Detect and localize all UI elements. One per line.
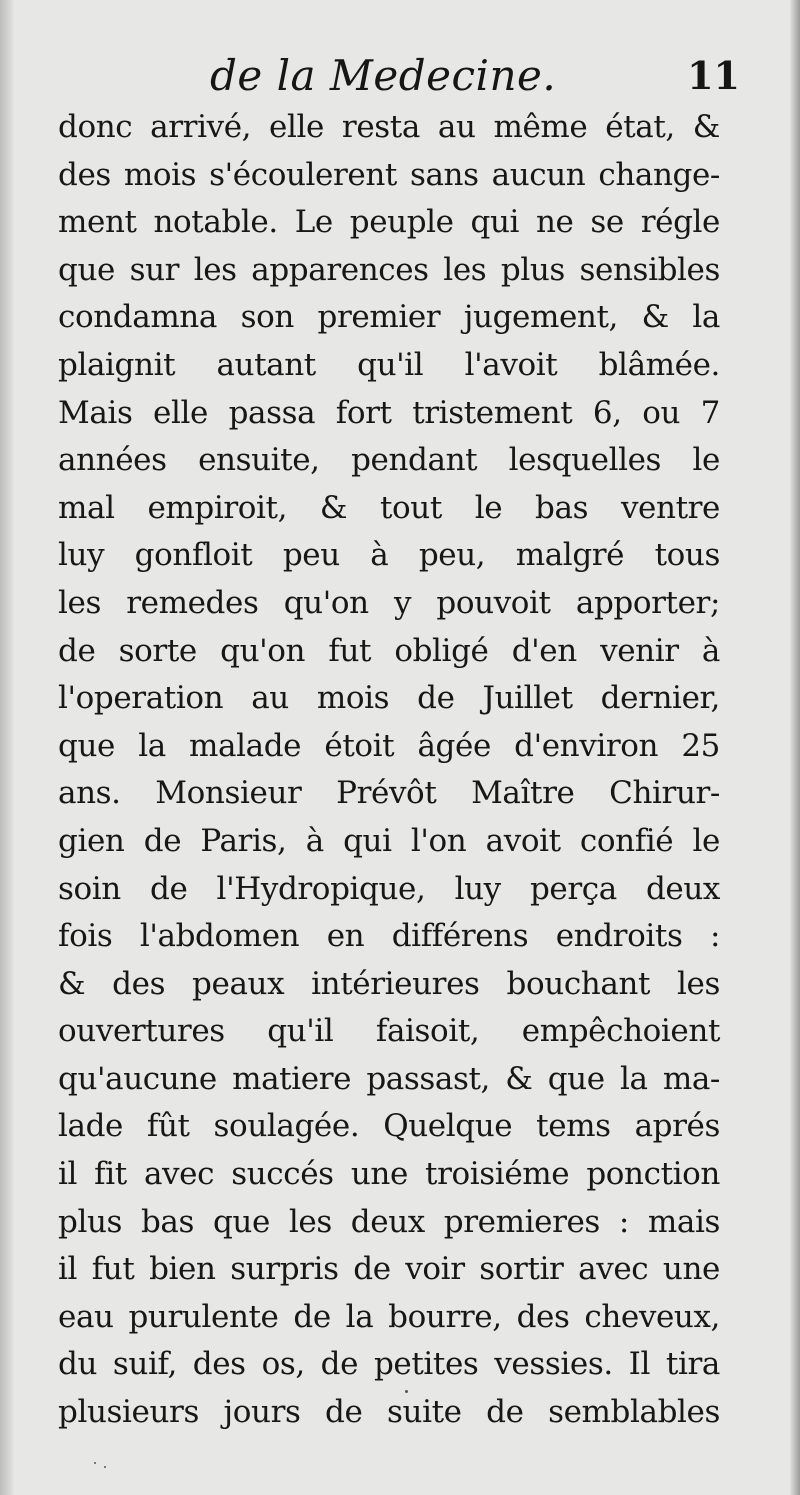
text-line: gien de Paris, à qui l'on avoit confié le xyxy=(58,822,720,859)
text-line: que la malade étoit âgée d'environ 25 xyxy=(58,727,720,764)
page-edge-shadow xyxy=(790,0,800,1495)
text-line: ment notable. Le peuple qui ne se régle xyxy=(58,204,720,241)
text-line: du suif, des os, de petites vessies. Il tira xyxy=(58,1346,720,1383)
text-line: de sorte qu'on fut obligé d'en venir à xyxy=(58,632,720,669)
text-line: & des peaux intérieures bouchant les xyxy=(58,965,720,1002)
paper-speck xyxy=(104,1466,106,1468)
text-line: il fit avec succés une troisiéme ponction xyxy=(58,1156,720,1193)
page-number: 11 xyxy=(687,53,740,98)
text-line: mal empiroit, & tout le bas ventre xyxy=(58,489,720,526)
text-line: ouvertures qu'il faisoit, empêchoient xyxy=(58,1013,720,1050)
text-line: lade fût soulagée. Quelque tems aprés xyxy=(58,1108,720,1145)
text-line: fois l'abdomen en différens endroits : xyxy=(58,918,720,955)
text-line: que sur les apparences les plus sensibles xyxy=(58,251,720,288)
text-line: il fut bien surpris de voir sortir avec une xyxy=(58,1251,720,1288)
text-line: soin de l'Hydropique, luy perça deux xyxy=(58,870,720,907)
text-line: luy gonfloit peu à peu, malgré tous xyxy=(58,537,720,574)
text-line: les remedes qu'on y pouvoit apporter; xyxy=(58,584,720,621)
text-line: Mais elle passa fort tristement 6, ou 7 xyxy=(58,394,720,431)
text-line: années ensuite, pendant lesquelles le xyxy=(58,442,720,479)
text-line: plaignit autant qu'il l'avoit blâmée. xyxy=(58,346,720,383)
page-header xyxy=(60,46,740,106)
text-line: qu'aucune matiere passast, & que la ma- xyxy=(58,1060,720,1097)
text-line: l'operation au mois de Juillet dernier, xyxy=(58,680,720,717)
text-line: eau purulente de la bourre, des cheveux, xyxy=(58,1298,720,1335)
text-line: condamna son premier jugement, & la xyxy=(58,299,720,336)
paper-speck xyxy=(405,1390,408,1393)
text-line: plusieurs jours de suite de semblables xyxy=(58,1394,720,1431)
page-gutter-shadow xyxy=(0,0,14,1495)
text-line: des mois s'écoulerent sans aucun change- xyxy=(58,156,720,193)
text-line: ans. Monsieur Prévôt Maître Chirur- xyxy=(58,775,720,812)
text-line: donc arrivé, elle resta au même état, & xyxy=(58,109,720,145)
body-text xyxy=(58,104,720,1437)
text-line: plus bas que les deux premieres : mais xyxy=(58,1203,720,1240)
paper-speck xyxy=(94,1462,96,1464)
running-head: de la Medecine. xyxy=(210,51,557,100)
